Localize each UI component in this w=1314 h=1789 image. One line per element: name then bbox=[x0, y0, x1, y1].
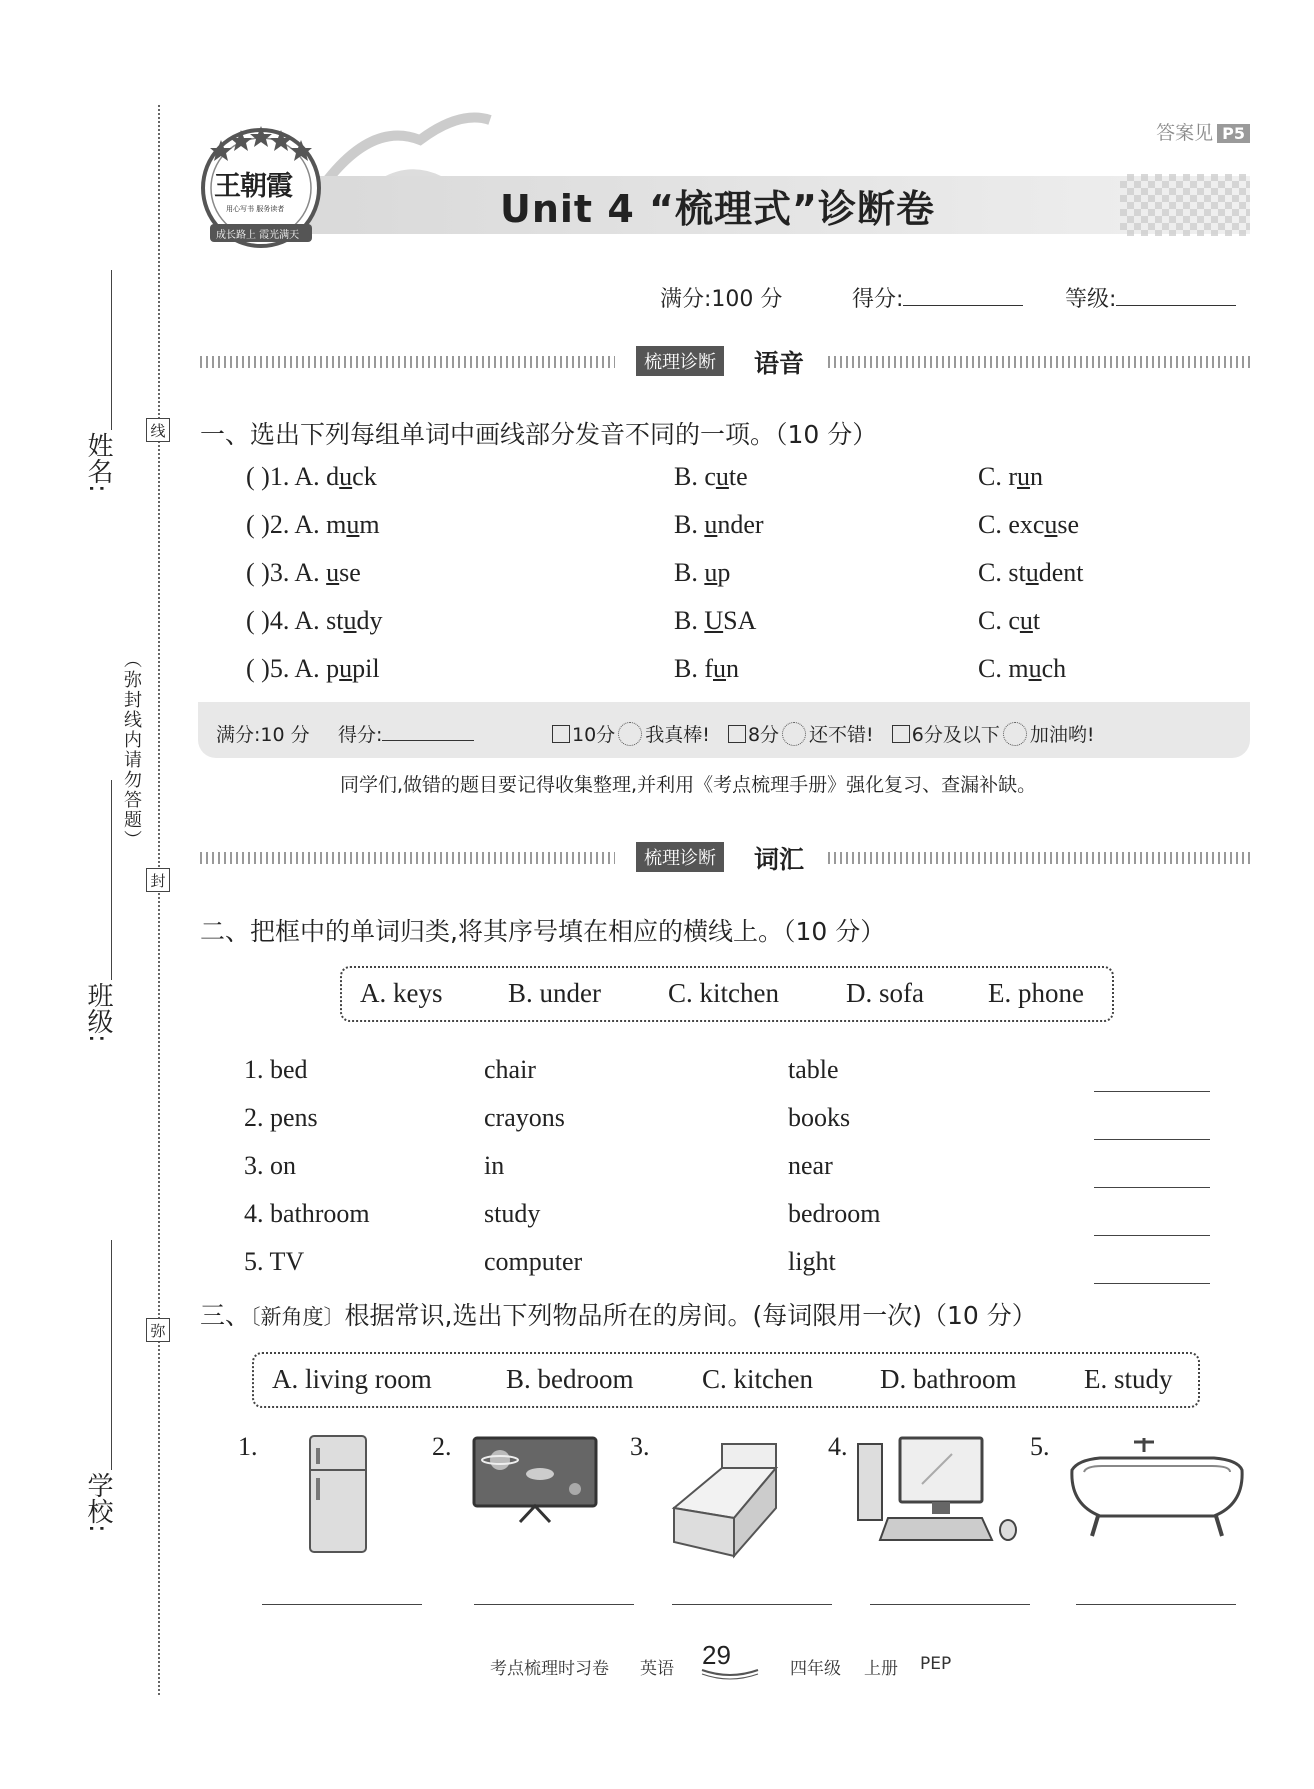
q3-answer-line[interactable] bbox=[262, 1604, 422, 1605]
q3-heading-text: 根据常识,选出下列物品所在的房间。(每词限用一次)（10 分） bbox=[344, 1301, 1037, 1330]
q2-word: computer bbox=[484, 1247, 583, 1276]
rating-6-message: 加油哟! bbox=[1029, 724, 1095, 746]
full-score: 满分:100 分 bbox=[660, 287, 783, 312]
rating-8-message: 还不错! bbox=[809, 724, 874, 746]
q1-option-c bbox=[978, 558, 1083, 588]
q1-option-a bbox=[246, 510, 380, 540]
q2-answer-line[interactable] bbox=[1094, 1139, 1210, 1140]
q1-heading: 一、选出下列每组单词中画线部分发音不同的一项。（10 分） bbox=[200, 420, 878, 449]
q2-word: 3. on bbox=[244, 1151, 296, 1180]
q2-answer-line[interactable] bbox=[1094, 1091, 1210, 1092]
divider-hatch-right bbox=[828, 356, 1250, 368]
word-part: p bbox=[326, 654, 340, 683]
binding-dotted-line bbox=[158, 105, 160, 1695]
school-label: 学校: bbox=[83, 1472, 113, 1533]
class-label: 班级: bbox=[83, 982, 113, 1043]
seal-marker-line: 线 bbox=[146, 418, 170, 442]
q3-item-number: 3. bbox=[630, 1432, 650, 1461]
q3-heading bbox=[200, 1296, 1037, 1332]
q1-option-c bbox=[978, 462, 1043, 492]
word-part: se bbox=[1057, 510, 1080, 539]
fridge-icon bbox=[306, 1434, 370, 1556]
word-part: ( )3. A. bbox=[246, 558, 327, 587]
q3-heading-number: 三、 bbox=[200, 1301, 251, 1330]
school-line bbox=[111, 1240, 112, 1470]
seal-marker-close: 弥 bbox=[146, 1318, 170, 1342]
cheer-face-icon bbox=[1003, 722, 1027, 746]
q1-option-a bbox=[246, 606, 383, 636]
q1-option-b bbox=[674, 510, 764, 540]
q2-word: books bbox=[788, 1103, 851, 1132]
bathtub-icon bbox=[1064, 1430, 1250, 1550]
word-part: se bbox=[339, 558, 361, 587]
q2-word: chair bbox=[484, 1055, 536, 1084]
grade-blank[interactable] bbox=[1116, 305, 1236, 306]
grade-field bbox=[1065, 282, 1236, 313]
tv-icon bbox=[470, 1434, 600, 1526]
q2-word: light bbox=[788, 1247, 836, 1276]
grade-label: 等级: bbox=[1065, 287, 1117, 312]
q1-option-a bbox=[246, 654, 380, 684]
word-part: n bbox=[1030, 462, 1043, 491]
logo-text: 王朝霞 bbox=[214, 171, 292, 202]
q3-answer-line[interactable] bbox=[870, 1604, 1030, 1605]
footer-edition: PEP bbox=[920, 1654, 952, 1674]
word-part: n bbox=[726, 654, 739, 683]
underlined-letters: u bbox=[339, 654, 353, 683]
underlined-letters: u bbox=[1044, 510, 1058, 539]
word-part: dent bbox=[1038, 558, 1084, 587]
divider-hatch-left bbox=[200, 852, 615, 864]
word-part: C. st bbox=[978, 558, 1026, 587]
divider-hatch-right bbox=[828, 852, 1250, 864]
q3-answer-line[interactable] bbox=[672, 1604, 832, 1605]
word-part: m bbox=[359, 510, 380, 539]
q3-option: A. living room bbox=[272, 1364, 432, 1394]
section-tag: 梳理诊断 bbox=[636, 346, 724, 376]
word-part: C. exc bbox=[978, 510, 1045, 539]
word-part: ch bbox=[1041, 654, 1067, 683]
word-part: C. m bbox=[978, 654, 1029, 683]
review-tip: 同学们,做错的题目要记得收集整理,并利用《考点梳理手册》强化复习、查漏补缺。 bbox=[340, 774, 1037, 796]
rating-10-label: 10分 bbox=[572, 724, 616, 746]
word-part: dy bbox=[356, 606, 383, 635]
computer-icon bbox=[852, 1434, 1024, 1556]
word-part: ck bbox=[352, 462, 377, 491]
word-part: t bbox=[1032, 606, 1041, 635]
name-label: 姓名: bbox=[83, 432, 113, 493]
underlined-letters: u bbox=[704, 510, 718, 539]
footer-volume: 上册 bbox=[864, 1659, 898, 1679]
class-line bbox=[111, 780, 112, 980]
rating-8-label: 8分 bbox=[747, 724, 780, 746]
q1-option-b bbox=[674, 654, 739, 684]
q1-option-c bbox=[978, 654, 1066, 684]
section-divider-phonics bbox=[200, 346, 1250, 376]
word-part: B. bbox=[674, 558, 705, 587]
q2-word: 4. bathroom bbox=[244, 1199, 370, 1228]
q2-word: study bbox=[484, 1199, 541, 1228]
q2-option: B. under bbox=[508, 978, 601, 1008]
q1-score-field bbox=[338, 720, 474, 747]
divider-hatch-left bbox=[200, 356, 615, 368]
word-part: p bbox=[717, 558, 731, 587]
q3-item-number: 1. bbox=[238, 1432, 258, 1461]
answer-ref-label: 答案见 bbox=[1156, 122, 1214, 144]
q3-item-number: 2. bbox=[432, 1432, 452, 1461]
q3-option: E. study bbox=[1084, 1364, 1173, 1394]
underlined-letters: u bbox=[339, 462, 353, 491]
score-blank[interactable] bbox=[903, 305, 1023, 306]
checker-decoration bbox=[1120, 174, 1250, 236]
q2-option: C. kitchen bbox=[668, 978, 779, 1008]
happy-face-icon bbox=[618, 722, 642, 746]
word-part: m bbox=[326, 510, 347, 539]
underlined-letters: u bbox=[1019, 606, 1033, 635]
smile-face-icon bbox=[782, 722, 806, 746]
q3-item-number: 4. bbox=[828, 1432, 848, 1461]
logo-slogan-bottom: 成长路上 霞光满天 bbox=[216, 230, 300, 241]
word-part: ( )4. A. bbox=[246, 606, 327, 635]
q1-option-a bbox=[246, 558, 361, 588]
q1-option-c bbox=[978, 510, 1079, 540]
q2-option: A. keys bbox=[360, 978, 443, 1008]
word-part: ( )2. A. bbox=[246, 510, 327, 539]
q2-word: near bbox=[788, 1151, 833, 1180]
footer-subject: 英语 bbox=[640, 1659, 674, 1679]
word-part: SA bbox=[723, 606, 757, 635]
underlined-letters: u bbox=[713, 654, 726, 683]
section-title: 词汇 bbox=[754, 845, 805, 874]
seal-marker-seal: 封 bbox=[146, 868, 170, 892]
q3-option: C. kitchen bbox=[702, 1364, 813, 1394]
word-part: ( )1. A. bbox=[246, 462, 327, 491]
q1-option-b bbox=[674, 606, 756, 636]
q3-option: B. bedroom bbox=[506, 1364, 634, 1394]
section-tag: 梳理诊断 bbox=[636, 842, 724, 872]
word-part: d bbox=[326, 462, 340, 491]
q2-word: 1. bed bbox=[244, 1055, 308, 1084]
q1-option-b bbox=[674, 462, 748, 492]
answer-page-badge: P5 bbox=[1217, 124, 1250, 143]
word-part: pil bbox=[352, 654, 380, 683]
section-divider-vocabulary bbox=[200, 842, 1250, 872]
rating-10-message: 我真棒! bbox=[645, 724, 710, 746]
underlined-letters: u bbox=[1017, 462, 1030, 491]
word-part: B. f bbox=[674, 654, 713, 683]
rating-6-checkbox[interactable] bbox=[892, 725, 910, 743]
q1-option-c bbox=[978, 606, 1040, 636]
q1-option-a bbox=[246, 462, 377, 492]
word-part: nder bbox=[717, 510, 764, 539]
q2-answer-line[interactable] bbox=[1094, 1283, 1210, 1284]
logo-slogan-top: 用心写书 服务读者 bbox=[226, 205, 285, 213]
underlined-letters: u bbox=[715, 462, 729, 491]
page-number: 29 bbox=[702, 1640, 731, 1670]
q1-option-b bbox=[674, 558, 730, 588]
underlined-letters: u bbox=[343, 606, 357, 635]
q1-score-label: 得分: bbox=[338, 724, 383, 746]
q2-word: table bbox=[788, 1055, 839, 1084]
word-part: C. c bbox=[978, 606, 1020, 635]
q2-answer-line[interactable] bbox=[1094, 1187, 1210, 1188]
q1-full-score: 满分:10 分 bbox=[216, 724, 310, 746]
q2-word: 5. TV bbox=[244, 1247, 305, 1276]
q2-word-box bbox=[340, 966, 1114, 1022]
q1-score-blank[interactable] bbox=[382, 740, 474, 741]
underlined-letters: u bbox=[326, 558, 340, 587]
score-field bbox=[852, 282, 1023, 313]
section-title: 语音 bbox=[754, 349, 805, 378]
q2-heading: 二、把框中的单词归类,将其序号填在相应的横线上。（10 分） bbox=[200, 917, 886, 946]
word-part: B. bbox=[674, 510, 705, 539]
q3-answer-line[interactable] bbox=[474, 1604, 634, 1605]
underlined-letters: U bbox=[704, 606, 724, 635]
q2-option: E. phone bbox=[988, 978, 1084, 1008]
name-line bbox=[111, 270, 112, 430]
q3-word-box bbox=[252, 1352, 1200, 1408]
rating-10-checkbox[interactable] bbox=[552, 725, 570, 743]
rating-8-checkbox[interactable] bbox=[728, 725, 746, 743]
underlined-letters: u bbox=[704, 558, 718, 587]
q3-item-number: 5. bbox=[1030, 1432, 1050, 1461]
q2-word: 2. pens bbox=[244, 1103, 318, 1132]
word-part: st bbox=[326, 606, 344, 635]
brand-logo bbox=[196, 120, 326, 250]
q3-new-angle-tag: 〔新角度〕 bbox=[250, 1305, 345, 1329]
q2-word: bedroom bbox=[788, 1199, 881, 1228]
answer-reference bbox=[1156, 118, 1250, 145]
word-part: B. bbox=[674, 606, 705, 635]
word-part: C. r bbox=[978, 462, 1017, 491]
q3-option: D. bathroom bbox=[880, 1364, 1017, 1394]
footer-series: 考点梳理时习卷 bbox=[490, 1659, 609, 1679]
q3-answer-line[interactable] bbox=[1076, 1604, 1236, 1605]
word-part: te bbox=[728, 462, 748, 491]
rating-6-label: 6分及以下 bbox=[911, 724, 1000, 746]
footer-grade: 四年级 bbox=[790, 1659, 841, 1679]
word-part: B. c bbox=[674, 462, 716, 491]
underlined-letters: u bbox=[1025, 558, 1039, 587]
bed-icon bbox=[664, 1438, 784, 1560]
q1-rating-options bbox=[552, 720, 1095, 747]
page-title: Unit 4 “梳理式”诊断卷 bbox=[500, 187, 935, 231]
underlined-letters: u bbox=[346, 510, 360, 539]
q2-option: D. sofa bbox=[846, 978, 924, 1008]
score-label: 得分: bbox=[852, 287, 904, 312]
q2-answer-line[interactable] bbox=[1094, 1235, 1210, 1236]
word-part: ( )5. A. bbox=[246, 654, 327, 683]
seal-note: （弥封线内请勿答题） bbox=[121, 650, 142, 850]
q2-word: in bbox=[484, 1151, 505, 1180]
q2-word: crayons bbox=[484, 1103, 565, 1132]
underlined-letters: u bbox=[1028, 654, 1042, 683]
